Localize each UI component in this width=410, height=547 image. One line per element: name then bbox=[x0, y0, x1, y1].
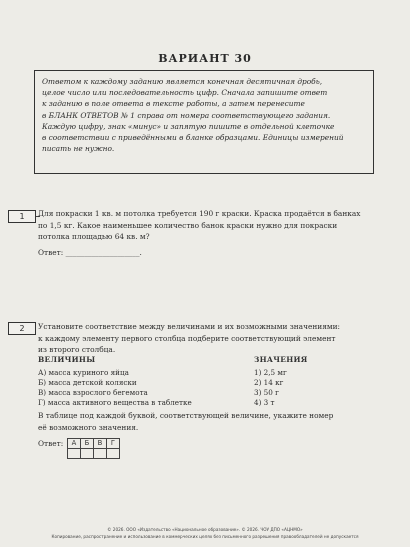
answer-grid bbox=[67, 438, 120, 459]
task-2-line: Установите соответствие между величинами и их возможными значениями: bbox=[38, 322, 341, 331]
grid-letter: А bbox=[68, 439, 81, 449]
task-2-text bbox=[38, 321, 394, 356]
task-1-number: 1 bbox=[8, 210, 36, 223]
grid-answer-cell[interactable] bbox=[94, 449, 107, 459]
right-column-header: ЗНАЧЕНИЯ bbox=[254, 355, 308, 364]
task-2-answer-label: Ответ: bbox=[38, 439, 64, 448]
grid-answer-cell[interactable] bbox=[68, 449, 81, 459]
task-1-line: по 1,5 кг. Какое наименьшее количество банок краски нужно для покраски bbox=[38, 220, 338, 230]
right-item: 1) 2,5 мг bbox=[254, 368, 287, 377]
grid-answer-cell[interactable] bbox=[81, 449, 94, 459]
grid-letter: В bbox=[94, 439, 107, 449]
grid-answer-cell[interactable] bbox=[107, 449, 120, 459]
task-2-note-line: её возможного значения. bbox=[38, 422, 139, 432]
right-item: 4) 3 т bbox=[254, 398, 275, 407]
task-2-note-line: В таблице под каждой буквой, соответствующей величине, укажите номер bbox=[38, 411, 334, 420]
task-1-line: потолка площадью 64 кв. м? bbox=[38, 232, 150, 241]
left-item: В) масса взрослого бегемота bbox=[38, 388, 148, 397]
left-item: А) масса куриного яйца bbox=[38, 368, 129, 377]
instruction-line: Каждую цифру, знак «минус» и запятую пишите в отдельной клеточке bbox=[42, 121, 335, 131]
grid-letter: Г bbox=[107, 439, 120, 449]
footer-copyright: © 2026. ООО «Издательство «Национальное образование». © 2026. ЧОУ ДПО «АЦНМО» bbox=[107, 527, 303, 532]
task-2-note bbox=[38, 410, 394, 433]
instruction-line: к заданию в поле ответа в тексте работы, а затем перенесите bbox=[42, 99, 305, 109]
instruction-line: целое число или последовательность цифр. Сначала запишите ответ bbox=[42, 88, 328, 98]
variant-title: ВАРИАНТ 30 bbox=[158, 52, 252, 65]
task-2-line: из второго столбца. bbox=[38, 345, 116, 354]
task-1-line: Для покраски 1 кв. м потолка требуется 190 г краски. Краска продаётся в банках bbox=[38, 209, 361, 218]
right-item: 3) 50 г bbox=[254, 388, 279, 397]
task-1-text bbox=[38, 208, 394, 243]
instructions-box bbox=[34, 70, 374, 174]
task-2-line: к каждому элементу первого столбца подберите соответствующий элемент bbox=[38, 333, 336, 343]
task-1-answer[interactable]: Ответ: ____________________. bbox=[38, 248, 142, 257]
left-column-header: ВЕЛИЧИНЫ bbox=[38, 355, 96, 364]
instruction-line: в БЛАНК ОТВЕТОВ № 1 справа от номера соответствующего задания. bbox=[42, 110, 331, 120]
instruction-line: писать не нужно. bbox=[42, 144, 115, 154]
left-item: Б) масса детской коляски bbox=[38, 378, 137, 387]
right-item: 2) 14 кг bbox=[254, 378, 284, 387]
grid-letter: Б bbox=[81, 439, 94, 449]
instruction-line: Ответом к каждому заданию является конечная десятичная дробь, bbox=[42, 77, 323, 86]
instruction-line: в соответствии с приведёнными в бланке образцами. Единицы измерений bbox=[42, 133, 344, 143]
footer-notice: Копирование, распространение и использование в коммерческих целях без письменного разрешения правообладателей не допускается bbox=[51, 534, 359, 539]
left-item: Г) масса активного вещества в таблетке bbox=[38, 398, 192, 407]
task-2-number: 2 bbox=[8, 322, 36, 335]
